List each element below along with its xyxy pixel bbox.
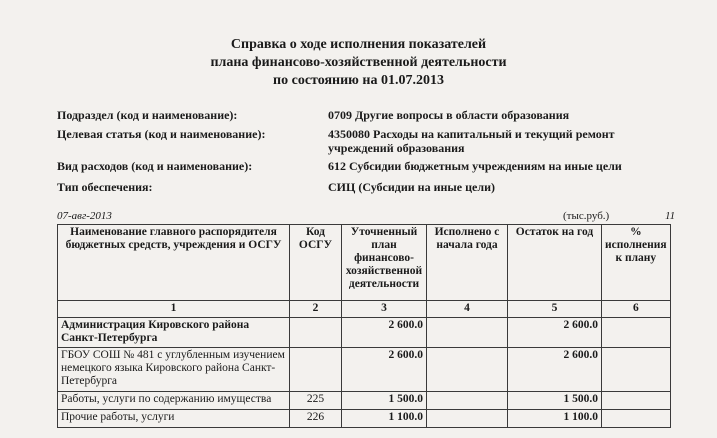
column-number: 4 bbox=[427, 301, 508, 318]
row-remaining: 1 500.0 bbox=[508, 392, 602, 410]
row-name: Администрация Кировского района Санкт-Петербурга bbox=[58, 318, 290, 348]
table-header-row bbox=[58, 225, 671, 301]
row-percent bbox=[602, 392, 671, 410]
table-row bbox=[58, 318, 671, 348]
row-code bbox=[290, 318, 342, 348]
row-code bbox=[290, 348, 342, 392]
info-label: Подраздел (код и наименование): bbox=[57, 108, 238, 122]
info-value: 4350080 Расходы на капитальный и текущий ремонт учреждений образования bbox=[328, 127, 615, 155]
info-label: Вид расходов (код и наименование): bbox=[57, 159, 253, 173]
document-title bbox=[0, 36, 717, 90]
column-header: Остаток на год bbox=[508, 225, 602, 301]
table-row bbox=[58, 392, 671, 410]
row-plan: 2 600.0 bbox=[342, 318, 427, 348]
row-percent bbox=[602, 410, 671, 428]
column-header: Уточненный план финансово-хозяйственной деятельности bbox=[342, 225, 427, 301]
title-line-3: по состоянию на 01.07.2013 bbox=[273, 73, 444, 88]
row-remaining: 1 100.0 bbox=[508, 410, 602, 428]
column-number: 5 bbox=[508, 301, 602, 318]
row-plan: 1 100.0 bbox=[342, 410, 427, 428]
column-number: 2 bbox=[290, 301, 342, 318]
info-value: СИЦ (Субсидии на иные цели) bbox=[328, 180, 495, 194]
table-row bbox=[58, 348, 671, 392]
row-percent bbox=[602, 348, 671, 392]
row-remaining: 2 600.0 bbox=[508, 348, 602, 392]
row-plan: 2 600.0 bbox=[342, 348, 427, 392]
column-header: % исполнения к плану bbox=[602, 225, 671, 301]
row-code: 226 bbox=[290, 410, 342, 428]
row-executed bbox=[427, 410, 508, 428]
row-code: 225 bbox=[290, 392, 342, 410]
row-executed bbox=[427, 348, 508, 392]
info-label: Целевая статья (код и наименование): bbox=[57, 127, 266, 141]
row-name: ГБОУ СОШ № 481 с углубленным изучением немецкого языка Кировского района Санкт-Петербурга bbox=[58, 348, 290, 392]
report-date: 07-авг-2013 bbox=[57, 210, 112, 222]
column-header: Исполнено с начала года bbox=[427, 225, 508, 301]
row-executed bbox=[427, 318, 508, 348]
title-line-1: Справка о ходе исполнения показателей bbox=[230, 37, 487, 52]
column-number-row bbox=[58, 301, 671, 318]
row-name: Работы, услуги по содержанию имущества bbox=[58, 392, 290, 410]
table-row bbox=[58, 410, 671, 428]
row-plan: 1 500.0 bbox=[342, 392, 427, 410]
units-label: (тыс.руб.) bbox=[563, 210, 610, 222]
row-name: Прочие работы, услуги bbox=[58, 410, 290, 428]
column-header: Наименование главного распорядителя бюджетных средств, учреждения и ОСГУ bbox=[58, 225, 290, 301]
info-value: 612 Субсидии бюджетным учреждениям на иные цели bbox=[328, 159, 622, 173]
row-remaining: 2 600.0 bbox=[508, 318, 602, 348]
page-number: 11 bbox=[665, 210, 676, 222]
column-number: 6 bbox=[602, 301, 671, 318]
column-number: 1 bbox=[58, 301, 290, 318]
row-executed bbox=[427, 392, 508, 410]
info-label: Тип обеспечения: bbox=[57, 180, 153, 194]
column-header: Код ОСГУ bbox=[290, 225, 342, 301]
row-percent bbox=[602, 318, 671, 348]
column-number: 3 bbox=[342, 301, 427, 318]
info-value: 0709 Другие вопросы в области образования bbox=[328, 108, 570, 122]
report-table bbox=[57, 224, 671, 428]
title-line-2: плана финансово-хозяйственной деятельности bbox=[210, 55, 507, 70]
